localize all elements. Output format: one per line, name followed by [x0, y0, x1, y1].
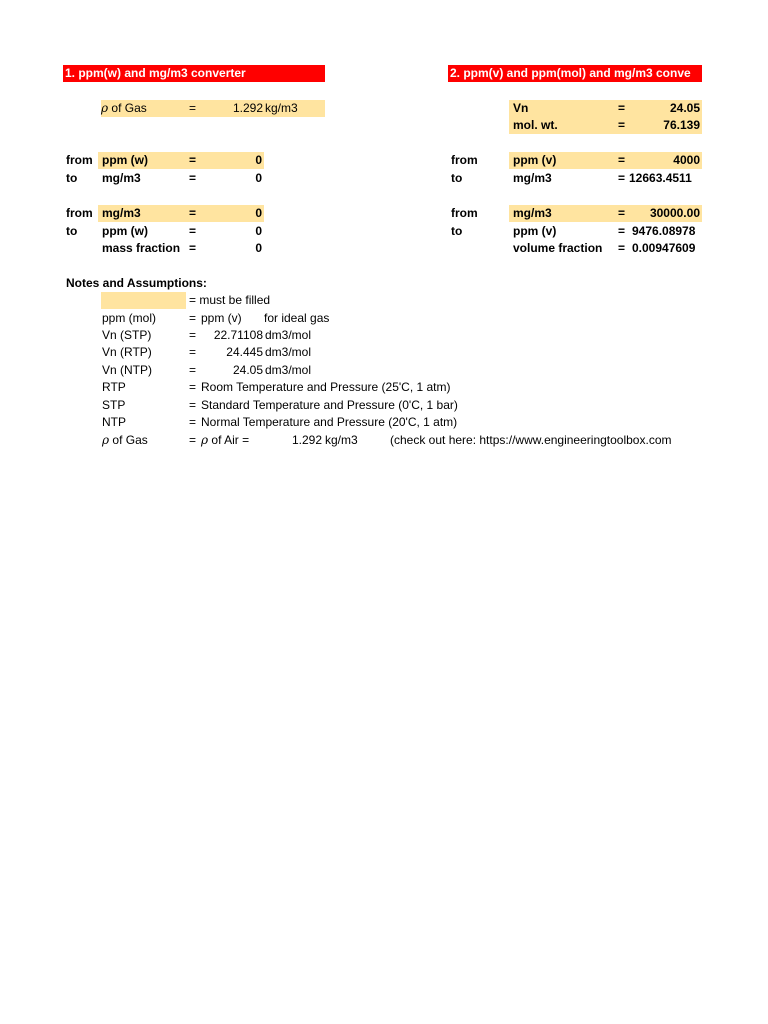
s2-vn-value[interactable]: 24.05 — [669, 101, 700, 115]
s1-a-to-label: to — [66, 171, 78, 185]
s1-a-from-eq: = — [189, 153, 197, 167]
s1-b-to-eq: = — [189, 224, 197, 238]
s2-b-to-value: 9476.08978 — [632, 224, 696, 238]
s2-a-to-label: to — [451, 171, 463, 185]
s2-a-from-value[interactable]: 4000 — [673, 153, 700, 167]
note-rtp-value: Room Temperature and Pressure (25'C, 1 atm) — [201, 380, 451, 394]
s2-b-from-unit: mg/m3 — [513, 206, 552, 220]
s1-b-from-label: from — [66, 206, 93, 220]
note-vn-stp-eq: = — [189, 328, 197, 342]
s2-a-from-eq: = — [618, 153, 626, 167]
note-rtp-eq: = — [189, 380, 197, 394]
note-vn-ntp-unit: dm3/mol — [265, 363, 312, 377]
s2-b-from-label: from — [451, 206, 478, 220]
s2-b-to-eq: = — [618, 224, 626, 238]
s2-a-to-eq: = — [618, 171, 626, 185]
note-vn-ntp-label: Vn (NTP) — [102, 363, 153, 377]
s2-b-from-eq: = — [618, 206, 626, 220]
note-air-label: ρ of Air = — [201, 433, 250, 447]
s1-a-to-unit: mg/m3 — [102, 171, 141, 185]
rho-symbol: ρ — [201, 433, 209, 447]
note-ppm-mol-label: ppm (mol) — [102, 311, 157, 325]
s2-b-to-unit: ppm (v) — [513, 224, 557, 238]
s1-mass-fraction-label: mass fraction — [102, 241, 181, 255]
notes-heading: Notes and Assumptions: — [66, 276, 207, 290]
s2-a-from-label: from — [451, 153, 478, 167]
note-stp-label: STP — [102, 398, 126, 412]
s1-a-to-eq: = — [189, 171, 197, 185]
note-vn-stp-unit: dm3/mol — [265, 328, 312, 342]
s2-volume-fraction-eq: = — [618, 241, 626, 255]
s2-a-to-unit: mg/m3 — [513, 171, 552, 185]
note-vn-stp-value: 22.71108 — [213, 328, 263, 342]
s2-molwt-value[interactable]: 76.139 — [663, 118, 700, 132]
s1-b-to-value: 0 — [255, 224, 262, 238]
note-ppm-mol-extra: for ideal gas — [264, 311, 330, 325]
rho-symbol: ρ — [102, 433, 110, 447]
rho-symbol: ρ — [101, 101, 109, 115]
s1-a-from-unit: ppm (w) — [102, 153, 148, 167]
section2-title: 2. ppm(v) and ppm(mol) and mg/m3 conve — [448, 65, 702, 82]
note-ntp-label: NTP — [102, 415, 126, 429]
s2-molwt-eq: = — [618, 118, 626, 132]
s1-b-from-value[interactable]: 0 — [255, 206, 262, 220]
note-stp-eq: = — [189, 398, 197, 412]
note-ppm-mol-eq: = — [189, 311, 197, 325]
s2-a-to-value: 12663.4511 — [629, 171, 692, 185]
note-vn-rtp-eq: = — [189, 345, 197, 359]
note-vn-ntp-value: 24.05 — [232, 363, 263, 377]
legend-swatch — [101, 292, 186, 309]
density-value[interactable]: 1.292 — [232, 101, 263, 115]
s1-a-from-label: from — [66, 153, 93, 167]
density-label: ρ of Gas — [101, 101, 147, 115]
s2-volume-fraction-label: volume fraction — [513, 241, 603, 255]
density-unit: kg/m3 — [265, 101, 298, 115]
s1-b-to-unit: ppm (w) — [102, 224, 148, 238]
note-gas-unit: kg/m3 — [325, 433, 358, 447]
note-vn-ntp-eq: = — [189, 363, 197, 377]
note-ntp-value: Normal Temperature and Pressure (20'C, 1 atm) — [201, 415, 458, 429]
density-eq: = — [189, 101, 197, 115]
s2-b-to-label: to — [451, 224, 463, 238]
note-vn-rtp-value: 24.445 — [226, 345, 263, 359]
s1-mass-fraction-value: 0 — [255, 241, 262, 255]
s2-a-from-unit: ppm (v) — [513, 153, 557, 167]
s1-b-to-label: to — [66, 224, 78, 238]
s1-a-to-value: 0 — [255, 171, 262, 185]
note-ppm-mol-value: ppm (v) — [201, 311, 242, 325]
note-vn-rtp-unit: dm3/mol — [265, 345, 312, 359]
s1-a-from-value[interactable]: 0 — [255, 153, 262, 167]
legend-text: = must be filled — [189, 293, 271, 307]
s1-mass-fraction-eq: = — [189, 241, 197, 255]
note-stp-value: Standard Temperature and Pressure (0'C, 1 bar) — [201, 398, 458, 412]
s1-b-from-eq: = — [189, 206, 197, 220]
note-ntp-eq: = — [189, 415, 197, 429]
s2-vn-label: Vn — [513, 101, 529, 115]
note-reference-link[interactable]: (check out here: https://www.engineeringtoolbox.com — [390, 433, 672, 447]
note-gas-value: 1.292 — [291, 433, 322, 447]
note-vn-stp-label: Vn (STP) — [102, 328, 152, 342]
note-gas-label: ρ of Gas — [102, 433, 148, 447]
s1-b-from-unit: mg/m3 — [102, 206, 141, 220]
s2-vn-eq: = — [618, 101, 626, 115]
note-rtp-label: RTP — [102, 380, 126, 394]
s2-volume-fraction-value: 0.00947609 — [632, 241, 696, 255]
s2-molwt-label: mol. wt. — [513, 118, 558, 132]
s2-b-from-value[interactable]: 30000.00 — [649, 206, 700, 220]
section1-title: 1. ppm(w) and mg/m3 converter — [63, 65, 325, 82]
note-vn-rtp-label: Vn (RTP) — [102, 345, 152, 359]
note-gas-eq: = — [189, 433, 197, 447]
